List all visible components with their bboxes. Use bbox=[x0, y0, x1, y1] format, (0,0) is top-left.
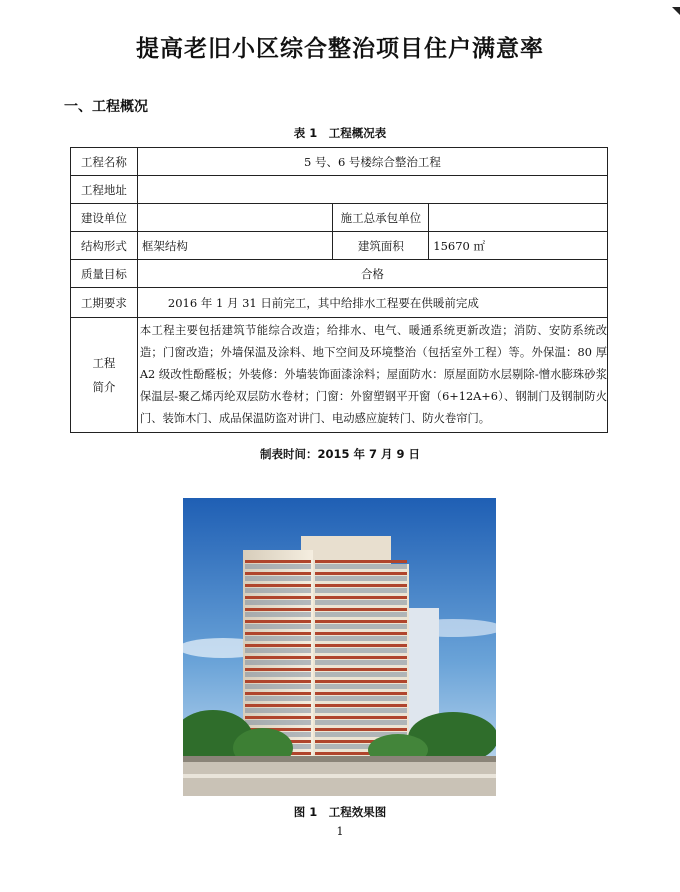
cell-label-intro bbox=[71, 318, 138, 433]
table-row bbox=[71, 204, 608, 232]
figure-caption: 图 1 工程效果图 bbox=[293, 805, 387, 819]
cell-label-area: 建筑面积 bbox=[333, 232, 429, 260]
cell-label-schedule: 工期要求 bbox=[71, 288, 138, 318]
cell-label-address: 工程地址 bbox=[71, 176, 138, 204]
page-corner-mark bbox=[672, 0, 680, 8]
intro-label-line2: 简介 bbox=[92, 380, 116, 394]
table-row bbox=[71, 288, 608, 318]
cell-value-area: 15670 ㎡ bbox=[429, 232, 608, 260]
cell-value-address bbox=[137, 176, 607, 204]
cell-value-contractor bbox=[429, 204, 608, 232]
cell-value-quality: 合格 bbox=[137, 260, 607, 288]
cell-value-schedule: 2016 年 1 月 31 日前完工，其中给排水工程要在供暖前完成 bbox=[137, 288, 607, 318]
table-caption: 表 1 工程概况表 bbox=[293, 126, 387, 140]
page-number: 1 bbox=[336, 825, 344, 838]
cell-label-structure: 结构形式 bbox=[71, 232, 138, 260]
document-title: 提高老旧小区综合整治项目住户满意率 bbox=[136, 36, 544, 62]
cell-value-builder bbox=[137, 204, 333, 232]
cell-label-project-name: 工程名称 bbox=[71, 148, 138, 176]
table-row bbox=[71, 318, 608, 433]
cell-label-contractor: 施工总承包单位 bbox=[333, 204, 429, 232]
table-row bbox=[71, 260, 608, 288]
cell-value-intro: 本工程主要包括建筑节能综合改造；给排水、电气、暖通系统更新改造；消防、安防系统改造；门窗改造；外墙保温及涂料、地下空间及环境整治（包括室外工程）等。外保温：80 厚 A2 级改性酚醛板；外装修：外墙装饰面漆涂料；屋面防水：原屋面防水层剔除-憎水膨珠砂浆保温层-聚乙烯丙纶双层防水卷材；门窗：外窗塑钢平开窗（6+12A+6）、钢制门及钢制防火门、装饰木门、成品保温防盗对讲门、电动感应旋转门、防火卷帘门。 bbox=[137, 318, 607, 433]
project-overview-table bbox=[70, 147, 608, 433]
table-date: 制表时间：2015 年 7 月 9 日 bbox=[259, 447, 421, 461]
cell-label-quality: 质量目标 bbox=[71, 260, 138, 288]
cell-label-builder: 建设单位 bbox=[71, 204, 138, 232]
table-row bbox=[71, 148, 608, 176]
cell-value-project-name: 5 号、6 号楼综合整治工程 bbox=[137, 148, 607, 176]
intro-label-line1: 工程 bbox=[92, 356, 116, 370]
table-row bbox=[71, 176, 608, 204]
project-rendering-image bbox=[183, 498, 496, 796]
section-heading-overview: 一、工程概况 bbox=[64, 99, 148, 115]
table-row bbox=[71, 232, 608, 260]
cell-value-structure: 框架结构 bbox=[137, 232, 333, 260]
